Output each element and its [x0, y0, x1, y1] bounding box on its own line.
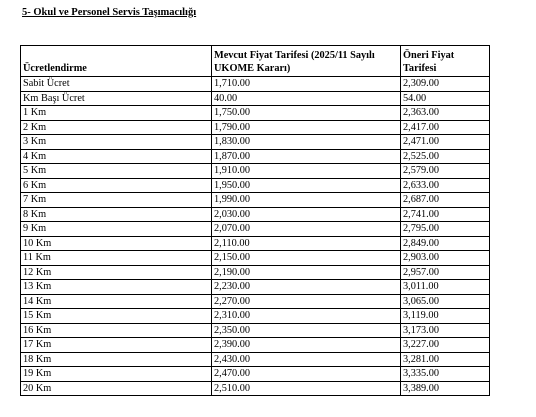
table-row — [21, 193, 490, 208]
current-price-cell: 40.00 — [212, 91, 401, 106]
current-price-cell: 2,510.00 — [212, 381, 401, 396]
proposed-price-cell: 2,579.00 — [401, 164, 490, 179]
current-price-cell: 1,830.00 — [212, 135, 401, 150]
table-row — [21, 280, 490, 295]
pricing-cell: 10 Km — [21, 236, 212, 251]
table-row — [21, 178, 490, 193]
proposed-price-cell: 3,119.00 — [401, 309, 490, 324]
pricing-cell: 19 Km — [21, 367, 212, 382]
pricing-cell: 16 Km — [21, 323, 212, 338]
table-row — [21, 265, 490, 280]
table-row — [21, 207, 490, 222]
proposed-price-cell: 3,065.00 — [401, 294, 490, 309]
table-row — [21, 323, 490, 338]
current-price-cell: 2,310.00 — [212, 309, 401, 324]
table-row — [21, 251, 490, 266]
proposed-price-cell: 3,227.00 — [401, 338, 490, 353]
pricing-cell: 4 Km — [21, 149, 212, 164]
proposed-price-cell: 2,741.00 — [401, 207, 490, 222]
current-price-cell: 2,230.00 — [212, 280, 401, 295]
tariff-table-header — [21, 46, 490, 77]
proposed-price-cell: 3,281.00 — [401, 352, 490, 367]
current-price-cell: 2,110.00 — [212, 236, 401, 251]
proposed-price-cell: 3,011.00 — [401, 280, 490, 295]
pricing-cell: 11 Km — [21, 251, 212, 266]
current-price-cell: 2,150.00 — [212, 251, 401, 266]
table-row — [21, 120, 490, 135]
proposed-price-cell: 2,309.00 — [401, 77, 490, 92]
header-pricing: Ücretlendirme — [21, 46, 212, 77]
current-price-cell: 1,910.00 — [212, 164, 401, 179]
current-price-cell: 1,950.00 — [212, 178, 401, 193]
document-title: 5- Okul ve Personel Servis Taşımacılığı — [22, 7, 197, 18]
pricing-cell: 17 Km — [21, 338, 212, 353]
proposed-price-cell: 2,633.00 — [401, 178, 490, 193]
table-row — [21, 222, 490, 237]
tariff-table — [20, 45, 490, 396]
pricing-cell: Km Başı Ücret — [21, 91, 212, 106]
proposed-price-cell: 2,471.00 — [401, 135, 490, 150]
current-price-cell: 2,190.00 — [212, 265, 401, 280]
pricing-cell: 5 Km — [21, 164, 212, 179]
proposed-price-cell: 2,957.00 — [401, 265, 490, 280]
pricing-cell: 18 Km — [21, 352, 212, 367]
current-price-cell: 1,790.00 — [212, 120, 401, 135]
pricing-cell: 14 Km — [21, 294, 212, 309]
current-price-cell: 2,350.00 — [212, 323, 401, 338]
current-price-cell: 1,870.00 — [212, 149, 401, 164]
header-proposed-tariff: Öneri Fiyat Tarifesi — [401, 46, 490, 77]
current-price-cell: 1,750.00 — [212, 106, 401, 121]
pricing-cell: Sabit Ücret — [21, 77, 212, 92]
proposed-price-cell: 2,525.00 — [401, 149, 490, 164]
current-price-cell: 1,990.00 — [212, 193, 401, 208]
current-price-cell: 2,430.00 — [212, 352, 401, 367]
pricing-cell: 13 Km — [21, 280, 212, 295]
proposed-price-cell: 2,687.00 — [401, 193, 490, 208]
table-row — [21, 164, 490, 179]
current-price-cell: 2,390.00 — [212, 338, 401, 353]
table-row — [21, 294, 490, 309]
pricing-cell: 2 Km — [21, 120, 212, 135]
table-row — [21, 135, 490, 150]
current-price-cell: 2,070.00 — [212, 222, 401, 237]
table-row — [21, 91, 490, 106]
pricing-cell: 15 Km — [21, 309, 212, 324]
proposed-price-cell: 2,903.00 — [401, 251, 490, 266]
current-price-cell: 2,030.00 — [212, 207, 401, 222]
table-row — [21, 77, 490, 92]
current-price-cell: 2,270.00 — [212, 294, 401, 309]
proposed-price-cell: 2,849.00 — [401, 236, 490, 251]
table-row — [21, 367, 490, 382]
proposed-price-cell: 54.00 — [401, 91, 490, 106]
table-row — [21, 381, 490, 396]
pricing-cell: 8 Km — [21, 207, 212, 222]
proposed-price-cell: 3,389.00 — [401, 381, 490, 396]
tariff-table-body — [21, 77, 490, 396]
proposed-price-cell: 3,335.00 — [401, 367, 490, 382]
header-current-tariff: Mevcut Fiyat Tarifesi (2025/11 Sayılı UKOME Kararı) — [212, 46, 401, 77]
current-price-cell: 2,470.00 — [212, 367, 401, 382]
pricing-cell: 20 Km — [21, 381, 212, 396]
proposed-price-cell: 2,795.00 — [401, 222, 490, 237]
table-row — [21, 338, 490, 353]
pricing-cell: 1 Km — [21, 106, 212, 121]
pricing-cell: 3 Km — [21, 135, 212, 150]
pricing-cell: 12 Km — [21, 265, 212, 280]
pricing-cell: 9 Km — [21, 222, 212, 237]
proposed-price-cell: 2,417.00 — [401, 120, 490, 135]
table-row — [21, 352, 490, 367]
proposed-price-cell: 2,363.00 — [401, 106, 490, 121]
pricing-cell: 6 Km — [21, 178, 212, 193]
table-row — [21, 309, 490, 324]
current-price-cell: 1,710.00 — [212, 77, 401, 92]
table-row — [21, 149, 490, 164]
table-row — [21, 106, 490, 121]
table-row — [21, 236, 490, 251]
proposed-price-cell: 3,173.00 — [401, 323, 490, 338]
header-row — [21, 46, 490, 77]
pricing-cell: 7 Km — [21, 193, 212, 208]
